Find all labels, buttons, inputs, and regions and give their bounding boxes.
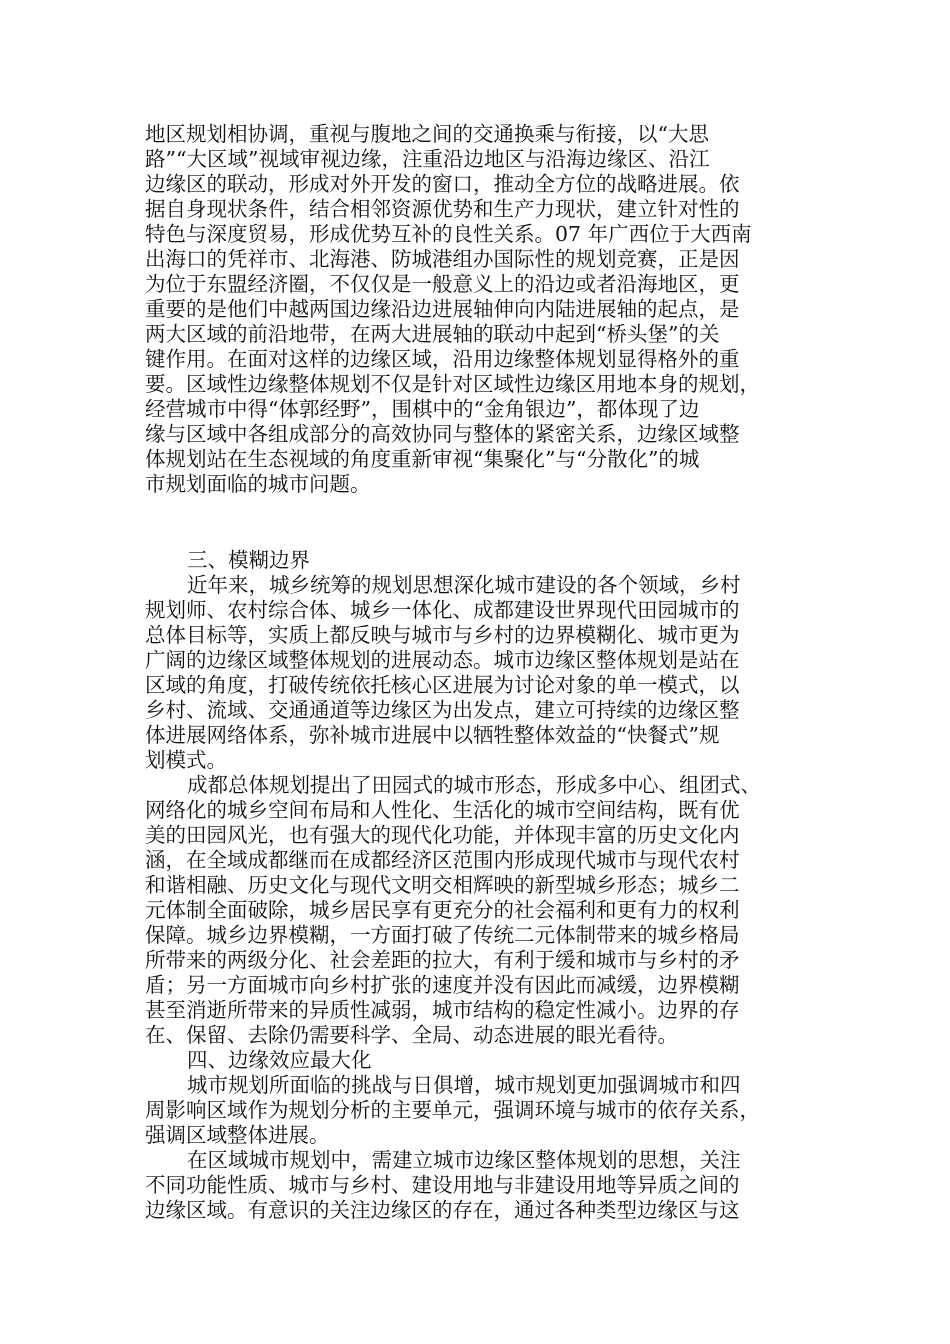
text-line: 总体目标等，实质上都反映与城市与乡村的边界模糊化、城市更为 <box>145 623 740 647</box>
document-body <box>145 122 815 1223</box>
text-line: 经营城市中得“体郭经野”，围棋中的“金角银边”，都体现了边 <box>145 397 700 421</box>
text-line: 体规划站在生态视域的角度重新审视“集聚化”与“分散化”的城 <box>145 447 700 471</box>
text-line: 近年来，城乡统筹的规划思想深化城市建设的各个领域，乡村 <box>187 573 741 597</box>
text-line: 边缘区的联动，形成对外开发的窗口，推动全方位的战略进展。依 <box>145 172 740 196</box>
text-line: 强调区域整体进展。 <box>145 1123 330 1147</box>
heading-text: 四、边缘效应最大化 <box>187 1048 372 1072</box>
text-line: 重要的是他们中越两国边缘沿边进展轴伸向内陆进展轴的起点，是 <box>145 297 740 321</box>
text-line: 出海口的凭祥市、北海港、防城港组办国际性的规划竞赛，正是因 <box>145 247 740 271</box>
section-spacer <box>145 497 815 548</box>
text-line: 键作用。在面对这样的边缘区域，沿用边缘整体规划显得格外的重 <box>145 347 740 371</box>
text-line: 规划师、农村综合体、城乡一体化、成都建设世界现代田园城市的 <box>145 598 740 622</box>
text-line: 体进展网络体系，弥补城市进展中以牺牲整体效益的“快餐式”规 <box>145 723 720 747</box>
text-line: 周影响区域作为规划分析的主要单元，强调环境与城市的依存关系， <box>145 1098 760 1122</box>
text-line: 要。区域性边缘整体规划不仅是针对区域性边缘区用地本身的规划， <box>145 372 760 396</box>
text-line: 甚至消逝所带来的异质性减弱，城市结构的稳定性减小。边界的存 <box>145 998 740 1022</box>
text-line: 和谐相融、历史文化与现代文明交相辉映的新型城乡形态；城乡二 <box>145 873 740 897</box>
text-line: 盾；另一方面城市向乡村扩张的速度并没有因此而减缓，边界模糊 <box>145 973 740 997</box>
text-line: 城市规划所面临的挑战与日俱增，城市规划更加强调城市和四 <box>187 1073 741 1097</box>
paragraph-regional-coordination <box>145 122 815 497</box>
text-line: 特色与深度贸易，形成优势互补的良性关系。07 年广西位于大西南 <box>145 222 752 246</box>
text-line: 不同功能性质、城市与乡村、建设用地与非建设用地等异质之间的 <box>145 1173 740 1197</box>
text-line: 成都总体规划提出了田园式的城市形态，形成多中心、组团式、 <box>187 773 761 797</box>
paragraph-urban-rural <box>145 573 815 773</box>
text-line: 据自身现状条件，结合相邻资源优势和生产力现状，建立针对性的 <box>145 197 740 221</box>
text-line: 在、保留、去除仍需要科学、全局、动态进展的眼光看待。 <box>145 1023 678 1047</box>
text-line: 保障。城乡边界模糊，一方面打破了传统二元体制带来的城乡格局 <box>145 923 740 947</box>
text-line: 区域的角度，打破传统依托核心区进展为讨论对象的单一模式，以 <box>145 673 740 697</box>
section-heading-edge-effect <box>145 1048 815 1073</box>
heading-text: 三、模糊边界 <box>187 548 310 572</box>
text-line: 美的田园风光，也有强大的现代化功能，并体现丰富的历史文化内 <box>145 823 740 847</box>
text-line: 两大区域的前沿地带，在两大进展轴的联动中起到“桥头堡”的关 <box>145 322 720 346</box>
text-line: 所带来的两级分化、社会差距的拉大，有利于缓和城市与乡村的矛 <box>145 948 740 972</box>
text-line: 为位于东盟经济圈，不仅仅是一般意义上的沿边或者沿海地区，更 <box>145 272 740 296</box>
text-line: 网络化的城乡空间布局和人性化、生活化的城市空间结构，既有优 <box>145 798 740 822</box>
text-line: 在区域城市规划中，需建立城市边缘区整体规划的思想，关注 <box>187 1148 741 1172</box>
text-line: 边缘区域。有意识的关注边缘区的存在，通过各种类型边缘区与这 <box>145 1198 740 1222</box>
text-line: 市规划面临的城市问题。 <box>145 472 371 496</box>
text-line: 乡村、流域、交通通道等边缘区为出发点，建立可持续的边缘区整 <box>145 698 740 722</box>
paragraph-regional-edge-planning <box>145 1148 815 1223</box>
section-heading-fuzzy-boundary <box>145 548 815 573</box>
text-line: 元体制全面破除，城乡居民享有更充分的社会福利和更有力的权利 <box>145 898 740 922</box>
text-line: 地区规划相协调，重视与腹地之间的交通换乘与衔接，以“大思 <box>145 122 709 146</box>
text-line: 路”“大区域”视域审视边缘，注重沿边地区与沿海边缘区、沿江 <box>145 147 710 171</box>
paragraph-planning-challenges <box>145 1073 815 1148</box>
text-line: 涵，在全域成都继而在成都经济区范围内形成现代城市与现代农村 <box>145 848 740 872</box>
text-line: 缘与区域中各组成部分的高效协同与整体的紧密关系，边缘区域整 <box>145 422 740 446</box>
text-line: 广阔的边缘区域整体规划的进展动态。城市边缘区整体规划是站在 <box>145 648 740 672</box>
paragraph-chengdu-plan <box>145 773 815 1048</box>
text-line: 划模式。 <box>145 748 227 772</box>
